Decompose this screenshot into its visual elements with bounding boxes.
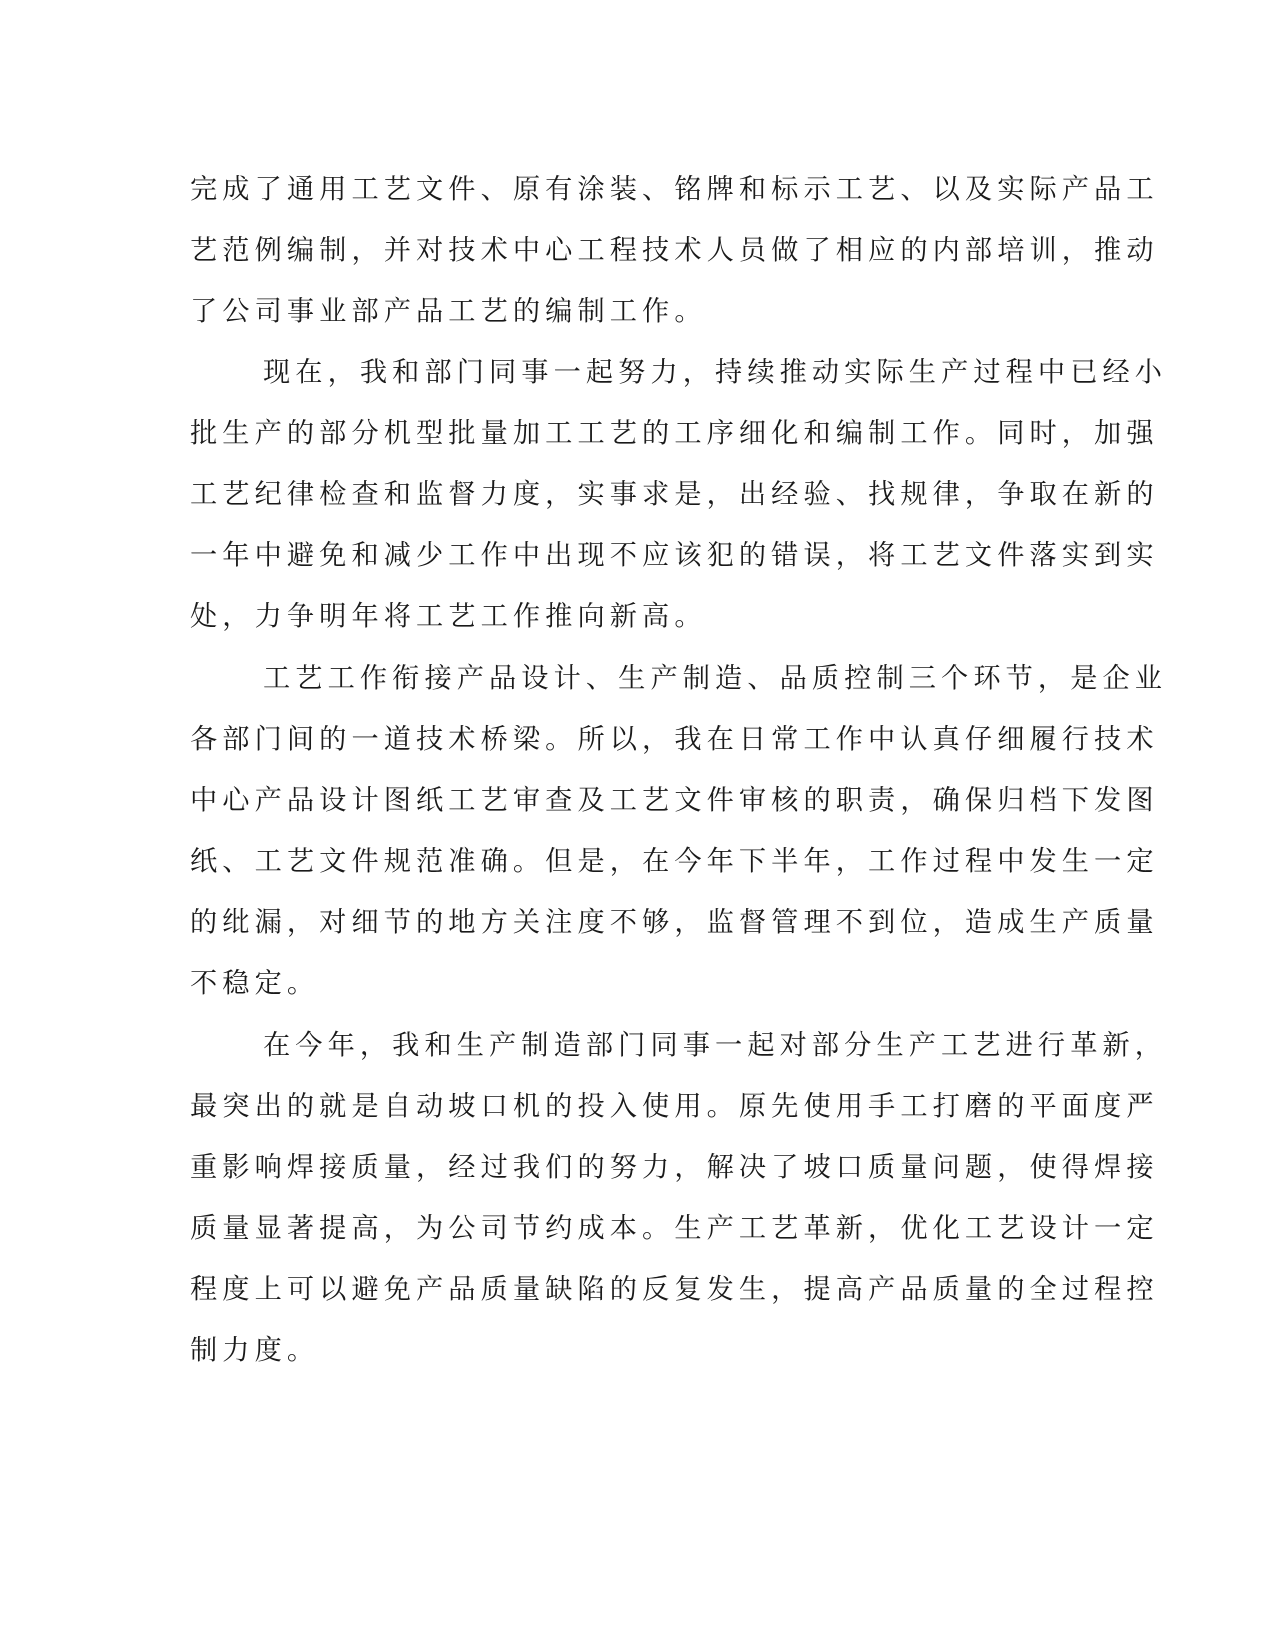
text-line: 制力度。 [190,1335,320,1366]
text-line-first: 现在，我和部门同事一起努力，持续推动实际生产过程中已经小 [263,357,1168,388]
paragraph-1 [190,159,1159,342]
text-line: 质量显著提高，为公司节约成本。生产工艺革新，优化工艺设计一定 [190,1213,1159,1244]
text-line: 处，力争明年将工艺工作推向新高。 [190,601,707,632]
paragraph-3 [190,648,1167,1014]
text-line-first: 在今年，我和生产制造部门同事一起对部分生产工艺进行革新， [263,1030,1168,1061]
text-line: 了公司事业部产品工艺的编制工作。 [190,296,707,327]
text-line: 最突出的就是自动坡口机的投入使用。原先使用手工打磨的平面度严 [190,1091,1159,1122]
text-line: 一年中避免和减少工作中出现不应该犯的错误，将工艺文件落实到实 [190,540,1159,571]
text-line: 纸、工艺文件规范准确。但是，在今年下半年，工作过程中发生一定 [190,846,1159,877]
text-line: 艺范例编制，并对技术中心工程技术人员做了相应的内部培训，推动 [190,235,1159,266]
text-line: 的纰漏，对细节的地方关注度不够，监督管理不到位，造成生产质量 [190,907,1159,938]
paragraph-4 [190,1015,1167,1381]
text-line: 重影响焊接质量，经过我们的努力，解决了坡口质量问题，使得焊接 [190,1152,1159,1183]
text-line: 不稳定。 [190,968,320,999]
paragraph-2 [190,342,1167,647]
text-line-first: 工艺工作衔接产品设计、生产制造、品质控制三个环节，是企业 [263,663,1168,694]
text-line: 批生产的部分机型批量加工工艺的工序细化和编制工作。同时，加强 [190,418,1159,449]
text-line: 各部门间的一道技术桥梁。所以，我在日常工作中认真仔细履行技术 [190,724,1159,755]
text-line: 工艺纪律检查和监督力度，实事求是，出经验、找规律，争取在新的 [190,479,1159,510]
text-line: 中心产品设计图纸工艺审查及工艺文件审核的职责，确保归档下发图 [190,785,1159,816]
text-line: 程度上可以避免产品质量缺陷的反复发生，提高产品质量的全过程控 [190,1274,1159,1305]
text-line: 完成了通用工艺文件、原有涂装、铭牌和标示工艺、以及实际产品工 [190,174,1159,205]
